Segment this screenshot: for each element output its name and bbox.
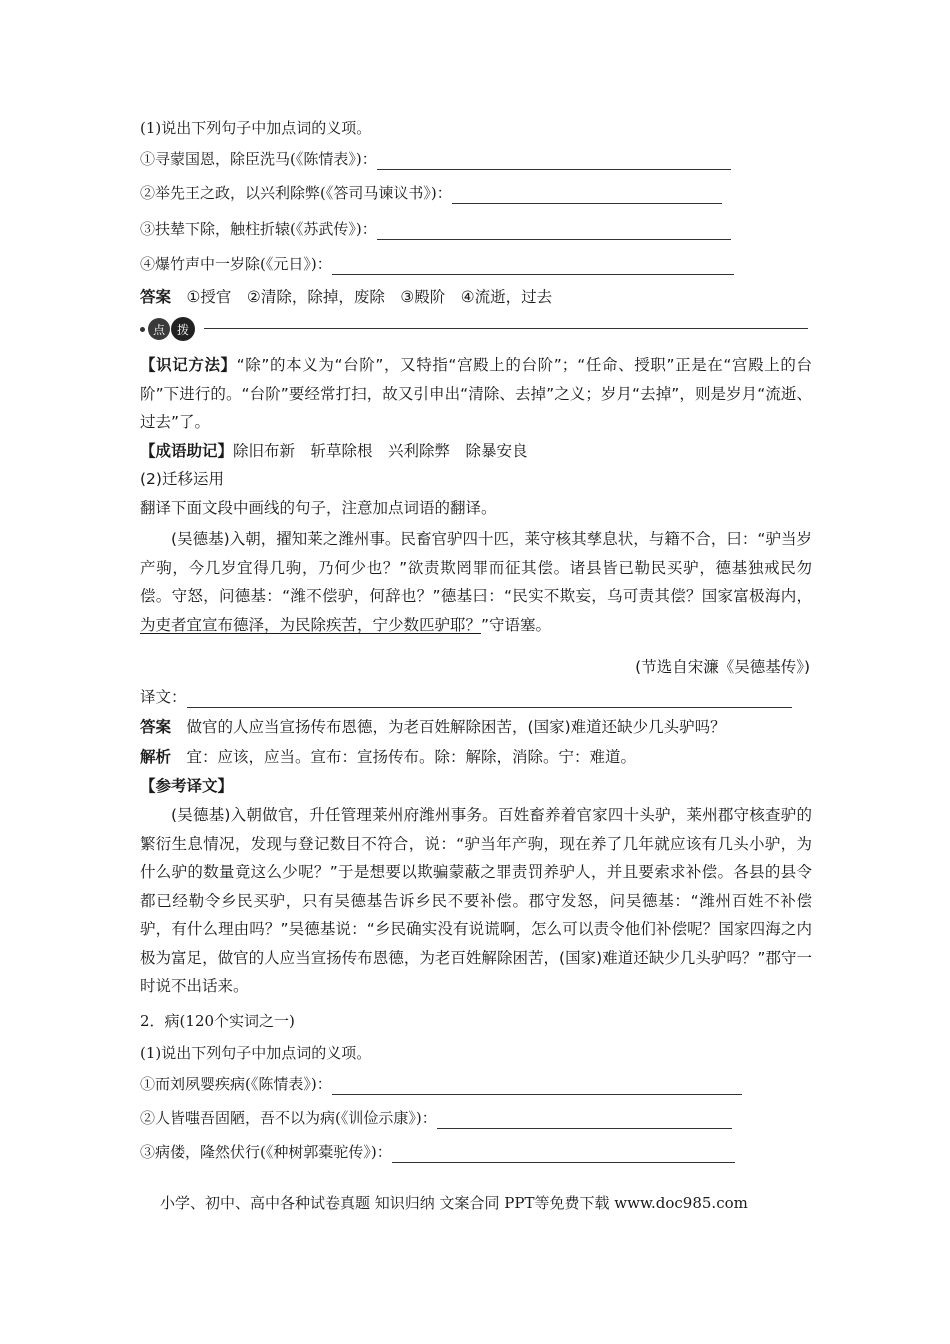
- q1-item-4: ④爆竹声中一岁除(《元日》)：: [140, 253, 734, 275]
- answer-blank[interactable]: [452, 187, 722, 204]
- q2-passage: (吴德基)入朝，擢知莱之潍州事。民畜官驴四十匹，莱守核其孳息状，与籍不合，曰：“驴当岁产驹，今几岁宜得几驹，乃何少也？”欲责欺罔罪而征其偿。诸县皆已勒民买驴，德基独戒民勿偿。守怒，问德基：“潍不偿驴，何辞也？”德基曰：“民实不欺妄，乌可责其偿？国家富极海内，为吏者宜宣布德泽，为民除疾苦，宁少数匹驴耶？”守语塞。: [140, 530, 812, 634]
- idiom-hints: 【成语助记】除旧布新 斩草除根 兴利除弊 除暴安良: [140, 442, 528, 460]
- s2-item-2: ②人皆嗤吾固陋，吾不以为病(《训俭示康》)：: [140, 1107, 732, 1129]
- q2-source: (节选自宋濂《吴德基传》): [635, 658, 810, 676]
- page-footer: 小学、初中、高中各种试卷真题 知识归纳 文案合同 PPT等免费下载 www.doc985.com: [160, 1194, 748, 1212]
- q1-answer: 答案 ①授官 ②清除，除掉，废除 ③殿阶 ④流逝，过去: [140, 288, 553, 306]
- section-2-prompt: (1)说出下列句子中加点词的义项。: [140, 1044, 372, 1062]
- section-2-title: 2．病(120个实词之一): [140, 1012, 295, 1030]
- q1-item-2: ②举先王之政，以兴利除弊(《答司马谏议书》)：: [140, 182, 722, 204]
- translation-blank[interactable]: [187, 691, 792, 708]
- answer-blank[interactable]: [392, 1146, 735, 1163]
- answer-blank[interactable]: [377, 223, 731, 240]
- q1-item-3: ③扶辇下除，触柱折辕(《苏武传》)：: [140, 218, 731, 240]
- divider: [204, 328, 808, 329]
- tip-badge-char: 拨: [171, 317, 195, 341]
- q2-prompt: 翻译下面文段中画线的句子，注意加点词语的翻译。: [140, 499, 497, 517]
- q2-analysis: 解析 宜：应该，应当。宣布：宣扬传布。除：解除，消除。宁：难道。: [140, 748, 637, 766]
- q1-prompt: (1)说出下列句子中加点词的义项。: [140, 119, 372, 137]
- answer-blank[interactable]: [377, 153, 731, 170]
- ref-translation: (吴德基)入朝做官，升任管理莱州府潍州事务。百姓畜养着官家四十头驴，莱州郡守核查驴的繁衍生息情况，发现与登记数目不符合，说：“驴当年产驹，现在养了几年就应该有几头小驴，为什么驴的数量竟这么少呢？”于是想要以欺骗蒙蔽之罪责罚养驴人，并且要索求补偿。各县的县令都已经勒令乡民买驴，只有吴德基告诉乡民不要补偿。郡守发怒，问吴德基：“潍州百姓不补偿驴，有什么理由吗？”吴德基说：“乡民确实没有说谎啊，怎么可以责令他们补偿呢？国家四海之内极为富足，做官的人应当宣扬传布恩德，为老百姓解除困苦，(国家)难道还缺少几头驴吗？”郡守一时说不出话来。: [140, 806, 812, 995]
- underlined-sentence: 为吏者宜宣布德泽，为民除疾苦，宁少数匹驴耶？: [140, 615, 482, 634]
- q2-title: (2)迁移运用: [140, 470, 224, 488]
- s2-item-1: ①而刘夙婴疾病(《陈情表》)：: [140, 1073, 742, 1095]
- answer-blank[interactable]: [332, 1078, 742, 1095]
- q1-item-1: ①寻蒙国恩，除臣洗马(《陈情表》)：: [140, 148, 731, 170]
- tip-badge-char: 点: [148, 318, 170, 340]
- answer-blank[interactable]: [332, 258, 734, 275]
- dot-icon: [140, 327, 145, 332]
- ref-translation-label: 【参考译文】: [140, 777, 234, 795]
- answer-blank[interactable]: [437, 1112, 732, 1129]
- tip-badge: [140, 317, 196, 341]
- memory-method: 【识记方法】“除”的本义为“台阶”，又特指“宫殿上的台阶”；“任命、授职”正是在“宫殿上的台阶”下进行的。“台阶”要经常打扫，故又引申出“清除、去掉”之义；岁月“去掉”，则是岁月“流逝、过去”了。: [140, 356, 812, 431]
- q2-translation-line: 译文：: [140, 686, 792, 708]
- q2-answer: 答案 做官的人应当宣扬传布恩德，为老百姓解除困苦，(国家)难道还缺少几头驴吗？: [140, 718, 726, 736]
- s2-item-3: ③病偻，隆然伏行(《种树郭橐驼传》)：: [140, 1141, 735, 1163]
